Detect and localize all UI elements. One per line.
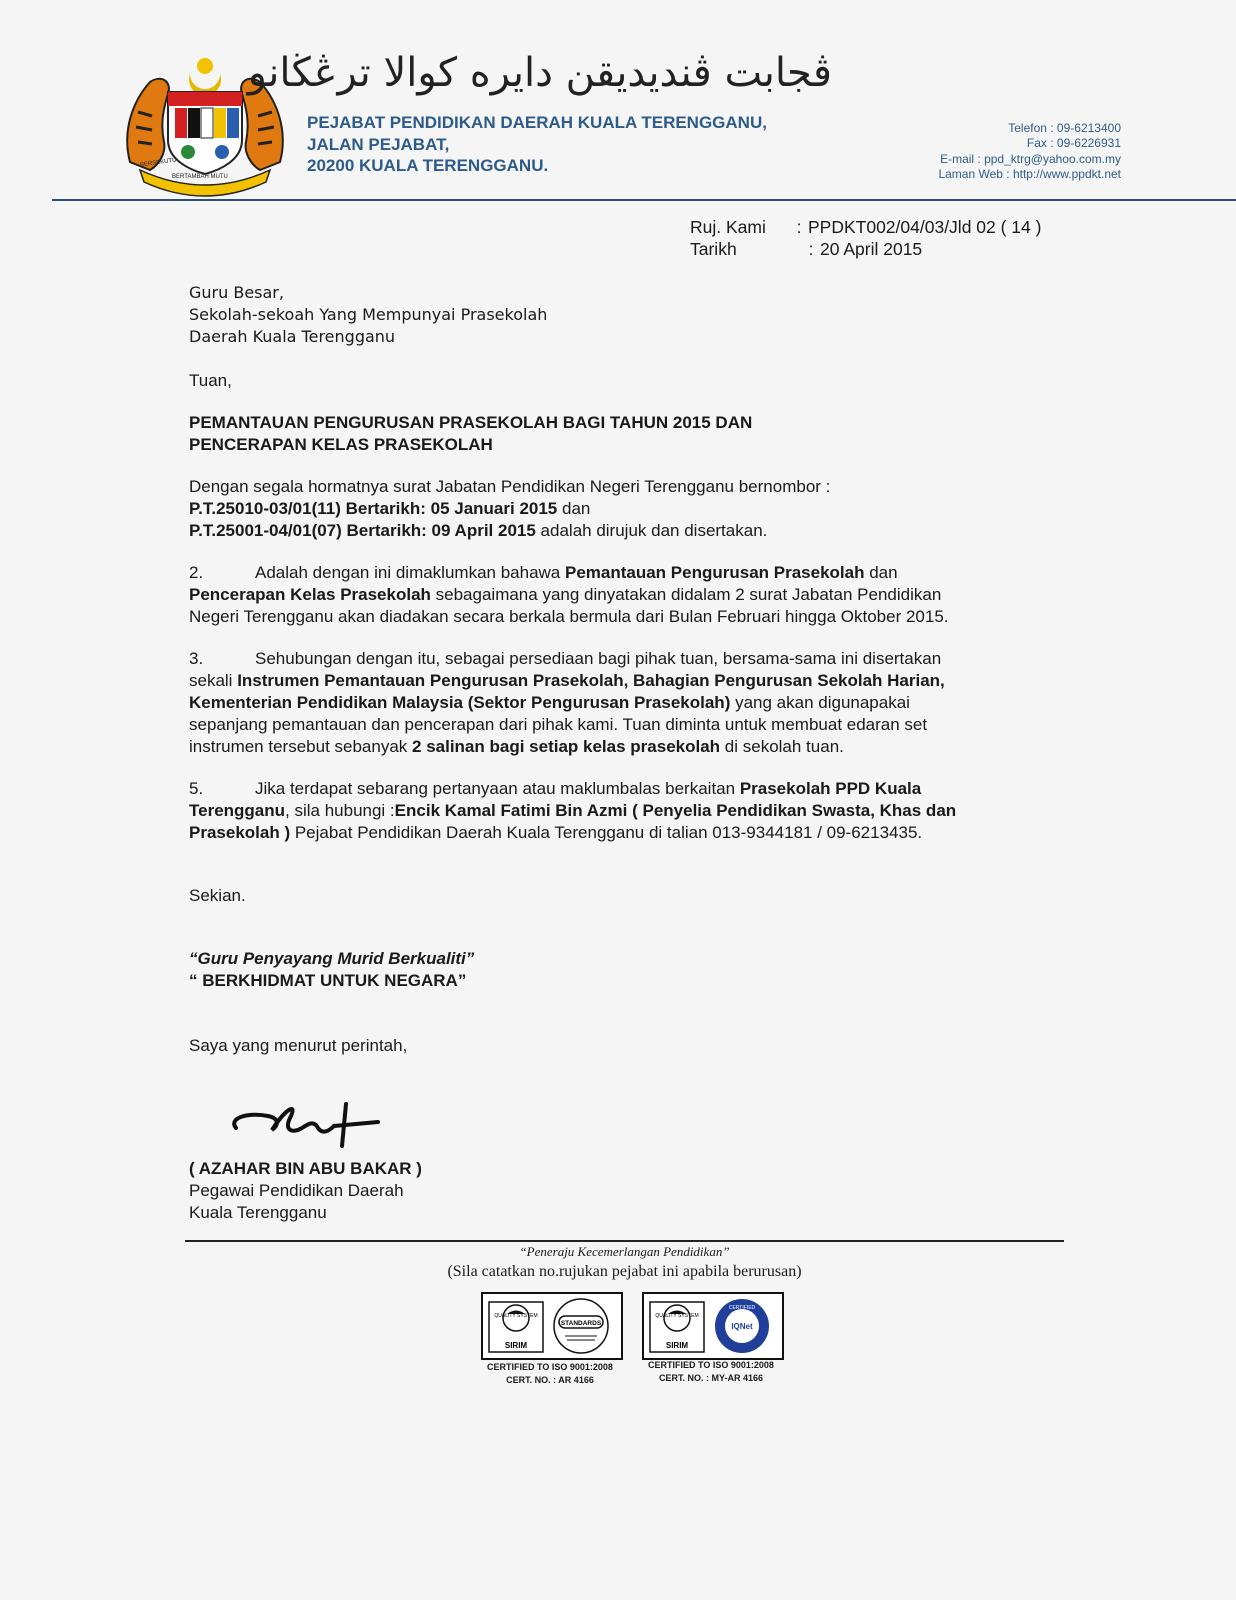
ref-colon: : xyxy=(796,217,802,237)
office-street: JALAN PEJABAT, xyxy=(307,134,450,154)
contact-telefon: Telefon : 09-6213400 xyxy=(1008,121,1121,135)
cert-2-line2: CERT. NO. : MY-AR 4166 xyxy=(658,1373,764,1383)
p3-line xyxy=(189,670,1059,692)
footer-note: (Sila catatkan no.rujukan pejabat ini apabila berurusan) xyxy=(447,1263,802,1280)
p1-ref2: P.T.25001-04/01(07) Bertarikh: 09 April 2015 xyxy=(189,521,536,540)
recipient-block xyxy=(189,282,1059,348)
sirim-iqnet-cert-logo xyxy=(642,1292,784,1360)
sirim-text: SIRIM xyxy=(665,1341,689,1350)
subject-line: PENCERAPAN KELAS PRASEKOLAH xyxy=(189,435,493,454)
p5-bold: Prasekolah ) xyxy=(189,823,291,842)
paragraph-2 xyxy=(189,562,1059,628)
iqnet-text: IQNet xyxy=(731,1322,753,1331)
date-label: Tarikh xyxy=(690,239,737,259)
recipient-line: Daerah Kuala Terengganu xyxy=(189,327,396,346)
p5-bold: Encik Kamal Fatimi Bin Azmi ( Penyelia Pendidikan Swasta, Khas dan xyxy=(394,801,957,820)
sirim-standards-cert-logo xyxy=(481,1292,623,1360)
cert-logo-graphic xyxy=(644,1294,782,1358)
reference-block xyxy=(690,216,1041,260)
signer-name: ( AZAHAR BIN ABU BAKAR ) xyxy=(189,1159,422,1178)
p5-line xyxy=(189,778,1059,800)
cert-logo-graphic xyxy=(483,1294,621,1358)
motto-berkhidmat: “ BERKHIDMAT UNTUK NEGARA” xyxy=(189,971,467,990)
office-city: 20200 KUALA TERENGGANU. xyxy=(307,156,549,175)
date-row xyxy=(690,238,1041,260)
p2-bold: Pemantauan Pengurusan Prasekolah xyxy=(564,563,865,582)
jawi-office-title: ڤجابت ڤنديديقن دايره کوالا ترڠڬانو xyxy=(247,50,832,96)
recipient-line: Sekolah-sekoah Yang Mempunyai Prasekolah xyxy=(189,305,548,324)
contact-block xyxy=(938,121,1121,182)
p2-line xyxy=(189,584,1059,606)
p3-number: 3. xyxy=(189,649,204,668)
cert-2-line1: CERTIFIED TO ISO 9001:2008 xyxy=(648,1360,774,1370)
sign-off: Saya yang menurut perintah, xyxy=(189,1036,408,1055)
signature-image xyxy=(228,1098,398,1150)
p5-number: 5. xyxy=(189,779,204,798)
p5-text: Jika terdapat sebarang pertanyaan atau maklumbalas berkaitan xyxy=(255,779,740,798)
ref-row xyxy=(690,216,1041,238)
quality-text: QUALITY SYSTEM xyxy=(655,1313,699,1319)
p2-bold: Pencerapan Kelas Prasekolah xyxy=(189,585,431,604)
p3-line xyxy=(189,648,1059,670)
p3-text: yang akan digunapakai xyxy=(730,693,910,712)
contact-web: Laman Web : http://www.ppdkt.net xyxy=(938,166,1121,181)
paragraph-3 xyxy=(189,648,1059,758)
letterhead-divider xyxy=(52,199,1236,201)
footer-divider xyxy=(185,1240,1064,1242)
crest-ribbon-left: BERSEKUTU xyxy=(139,157,177,169)
p2-number: 2. xyxy=(189,563,204,582)
p2-line: Negeri Terengganu akan diadakan secara berkala bermula dari Bulan Februari hingga Oktober 2015. xyxy=(189,607,949,626)
cert-1-line2: CERT. NO. : AR 4166 xyxy=(506,1375,594,1385)
salutation: Tuan, xyxy=(189,371,232,390)
p1-ref1-line xyxy=(189,498,1059,520)
subject xyxy=(189,412,1059,456)
letter-body xyxy=(189,282,1059,1057)
p1-ref1-tail: dan xyxy=(557,499,591,518)
certified-text: CERTIFIED xyxy=(728,1305,756,1311)
paragraph-1 xyxy=(189,476,1059,542)
subject-line: PEMANTAUAN PENGURUSAN PRASEKOLAH BAGI TAHUN 2015 DAN xyxy=(189,413,753,432)
contact-fax: Fax : 09-6226931 xyxy=(1026,136,1121,151)
p2-text: sebagaimana yang dinyatakan didalam 2 surat Jabatan Pendidikan xyxy=(430,585,942,604)
date-colon: : xyxy=(808,239,814,259)
office-address xyxy=(307,112,767,177)
office-name: PEJABAT PENDIDIKAN DAERAH KUALA TERENGGANU, xyxy=(307,113,767,132)
p3-line xyxy=(189,692,1059,714)
p2-line xyxy=(189,562,1059,584)
closing: Sekian. xyxy=(189,886,246,905)
cert-caption-1 xyxy=(465,1361,635,1387)
footer-motto: “Peneraju Kecemerlangan Pendidikan” xyxy=(519,1244,730,1259)
quality-text: QUALITY SYSTEM xyxy=(494,1313,538,1319)
motto-guru: “Guru Penyayang Murid Berkualiti” xyxy=(189,949,475,968)
p3-bold: Instrumen Pemantauan Pengurusan Prasekolah, Bahagian Pengurusan Sekolah Harian, xyxy=(237,671,945,690)
p3-text: instrumen tersebut sebanyak xyxy=(189,737,413,756)
signer-title: Pegawai Pendidikan Daerah xyxy=(189,1181,404,1200)
p1-ref2-line xyxy=(189,520,1059,542)
p5-line xyxy=(189,822,1059,844)
p5-text: Pejabat Pendidikan Daerah Kuala Terengganu di talian 013-9344181 / 09-6213435. xyxy=(290,823,923,842)
p3-text: sekali xyxy=(189,671,238,690)
p2-text: dan xyxy=(864,563,898,582)
signer-place: Kuala Terengganu xyxy=(189,1203,327,1222)
p3-bold: Kementerian Pendidikan Malaysia (Sektor Pengurusan Prasekolah) xyxy=(189,693,731,712)
cert-caption-2 xyxy=(626,1359,796,1385)
p3-line: sepanjang pemantauan dan pencerapan dari pihak kami. Tuan diminta untuk membuat edaran set xyxy=(189,715,928,734)
p3-text: Sehubungan dengan itu, sebagai persediaan bagi pihak tuan, bersama-sama ini disertakan xyxy=(255,649,942,668)
standards-text: STANDARDS xyxy=(560,1320,602,1327)
ref-label: Ruj. Kami xyxy=(690,217,766,237)
p5-bold: Terengganu xyxy=(189,801,286,820)
p5-text: , sila hubungi : xyxy=(285,801,395,820)
p1-ref1: P.T.25010-03/01(11) Bertarikh: 05 Januari 2015 xyxy=(189,499,558,518)
p1-ref2-tail: adalah dirujuk dan disertakan. xyxy=(535,521,768,540)
p1-line: Dengan segala hormatnya surat Jabatan Pendidikan Negeri Terengganu bernombor : xyxy=(189,477,831,496)
date-value: 20 April 2015 xyxy=(820,239,923,259)
p3-bold: 2 salinan bagi setiap kelas prasekolah xyxy=(412,737,721,756)
contact-email: E-mail : ppd_ktrg@yahoo.com.my xyxy=(940,151,1121,166)
paragraph-5 xyxy=(189,778,1059,844)
p5-bold: Prasekolah PPD Kuala xyxy=(739,779,922,798)
sirim-text: SIRIM xyxy=(504,1341,528,1350)
recipient-line: Guru Besar, xyxy=(189,283,284,302)
cert-1-line1: CERTIFIED TO ISO 9001:2008 xyxy=(487,1362,613,1372)
ref-value: PPDKT002/04/03/Jld 02 ( 14 ) xyxy=(808,217,1042,237)
p3-line xyxy=(189,736,1059,758)
crest-ribbon-right: BERTAMBAH MUTU xyxy=(172,174,228,180)
p3-text: di sekolah tuan. xyxy=(720,737,844,756)
signer-block xyxy=(189,1158,422,1224)
p5-line xyxy=(189,800,1059,822)
p2-text: Adalah dengan ini dimaklumkan bahawa xyxy=(255,563,565,582)
